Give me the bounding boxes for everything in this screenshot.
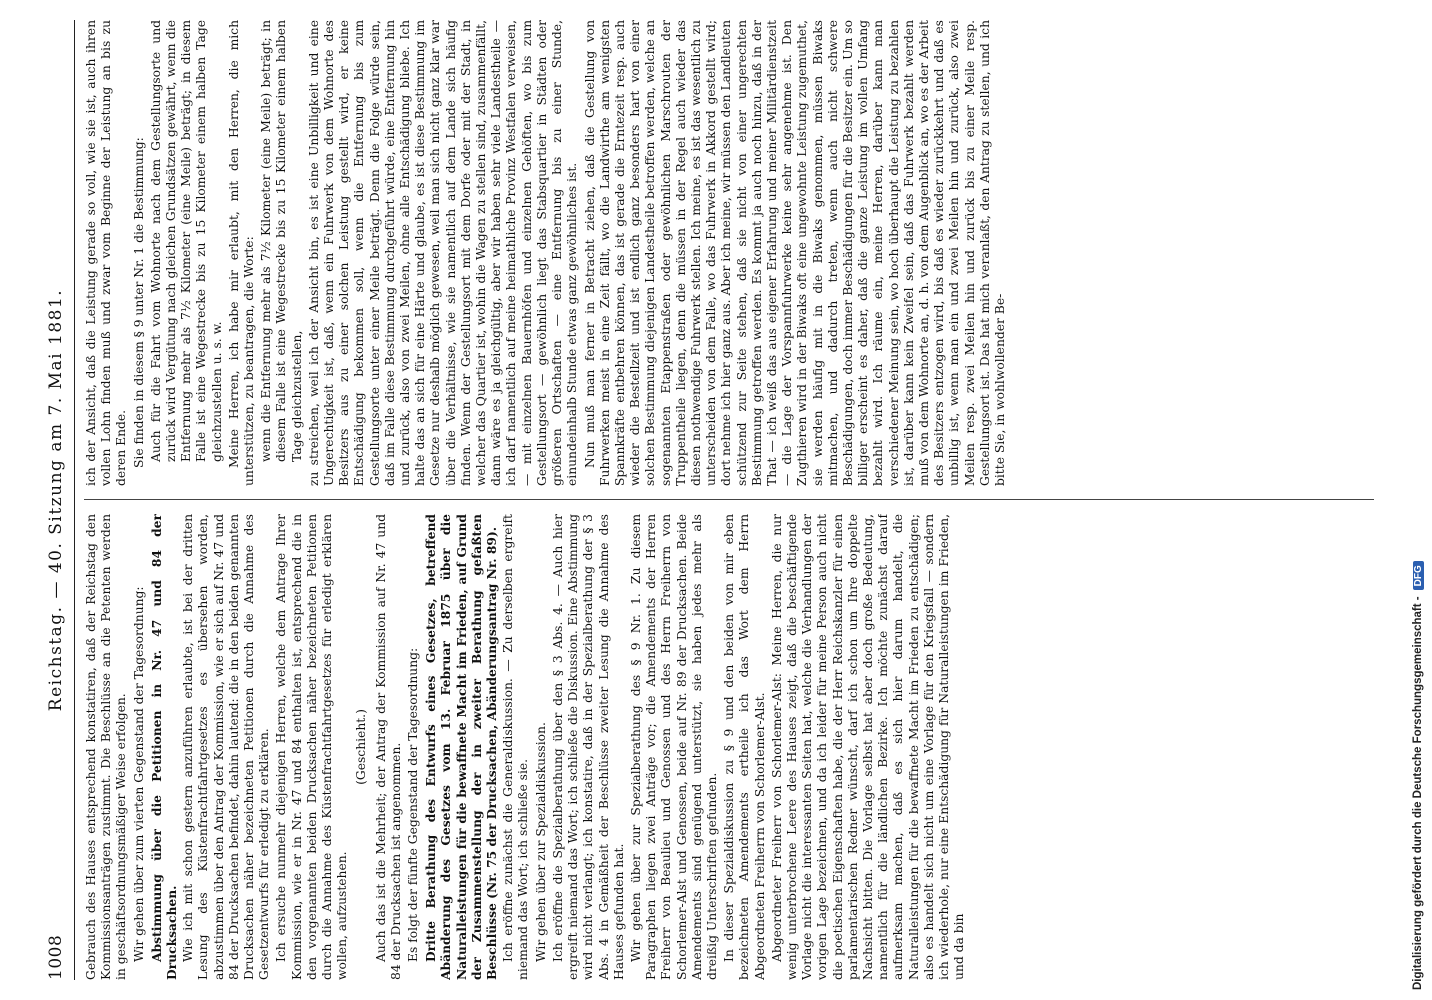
paragraph: Ich eröffne zunächst die Generaldiskussion. — Zu derselben ergreift niemand das Wort; ich schließe sie. [501, 514, 531, 980]
digitization-credit [1408, 0, 1432, 1000]
text-column-left [84, 514, 1374, 980]
paragraph: Wir gehen über zum vierten Gegenstand der Tagesordnung: [131, 586, 146, 962]
paragraph: Dritte Berathung des Entwurfs eines Gesetzes, betreffend Abänderung des Gesetzes vom 13. Februar 1875 über die Naturalleistungen für die bewaffnete Macht im Frieden, auf Grund der Zusammenstellung der in zweiter Berathung gefaßten Beschlüsse (Nr. 75 der Drucksachen, Abänderungsantrag Nr. 89). [423, 514, 500, 980]
paragraph: Meine Herren, ich habe mir erlaubt, mit den Herren, die mich unterstützen, zu beantragen, die Worte: [226, 20, 257, 486]
paragraph: Ich eröffne die Spezialberathung über den § 3 Abs. 4. — Auch hier ergreift niemand das Wort; ich schließe die Diskussion. Eine Abstimmung wird nicht verlangt; ich konstatire, daß in der Spezialberathung der § 3 Abs. 4 in Gemäßheit der Beschlüsse zweiter Lesung die Annahme des Hauses gefunden hat. [550, 514, 626, 980]
paragraph: ich der Ansicht, daß die Leistung gerade so voll, wie sie ist, auch ihren vollen Lohn finden muß und zwar vom Beginne der Leistung an bis zu deren Ende. [84, 20, 129, 486]
column-divider [84, 499, 1374, 500]
credit-text: Digitalisierung gefördert durch die Deutsche Forschungsgemeinschaft - [1412, 596, 1424, 990]
paragraph: (Geschieht.) [354, 709, 369, 785]
page-header [40, 20, 74, 980]
paragraph: Wie ich mit schon gestern anzuführen erlaubte, ist bei der dritten Lesung des Küstenfrachtfahrtgesetzes es übersehen worden, abzustimmen über den Antrag der Kommission, wie er sich auf Nr. 47 und 84 der Drucksachen befindet, dahin lautend: die in den beiden genannten Drucksachen näher bezeichneten Petitionen durch die Annahme des Gesetzentwurfs für erledigt zu erklären. [181, 514, 272, 980]
paragraph: Nun muß man ferner in Betracht ziehen, daß die Gestellung von Fuhrwerken meist in eine Zeit fällt, wo die Landwirthe am wenigsten Spannkräfte entbehren können, das ist gerade die Erntezeit resp. auch wieder die Bestellzeit und ist endlich ganz besonders hart von einer solchen Bestimmung diejenigen Landestheile betroffen werden, welche an sogenannten Etappenstraßen oder gewöhnlichen Marschrouten der Truppentheile liegen, denn die müssen in der Regel auch wieder das diesen nothwendige Fuhrwerk stellen. Ich meine, es ist das wesentlich zu unterscheiden von dem Falle, wo das Fuhrwerk in Akkord gestellt wird; dort nehme ich hier ganz aus. Aber ich meine, wir müssen den Landleuten schützend zur Seite stehen, daß sie nicht von einer ungerechten Bestimmung getroffen werden. Es kommt ja auch noch hinzu, daß in der That — ich weiß das aus eigener Erfahrung und meiner Militärdienstzeit — die Lage der Vorspannfuhrwerke keine sehr angenehme ist. Den Zugthieren wird in der Biwaks oft eine ungewohnte Leistung zugemuthet, sie werden häufig mit in die Biwaks genommen, müssen Biwaks mitmachen, und dadurch treten, wenn auch nicht schwere Beschädigungen, doch immer Beschädigungen für die Besitzer ein. Um so billiger erscheint es daher, daß die ganze Leistung im vollen Umfang bezahlt wird. Ich räume ein, meine Herren, darüber kann man verschiedener Meinung sein, wo hoch überhaupt die Leistung zu bezahlen ist, darüber kann kein Zweifel sein, daß das Fuhrwerk bezahlt werden muß von dem Wohnorte an, d. h. von dem Augenblick an, wo es der Arbeit des Besitzers entzogen wird, bis daß es wieder zurückkehrt und daß es unbillig ist, wenn man ein und zwei Meilen hin und zurück, also zwei Meilen resp. zwei Meilen hin und zurück bis zu einer Meile resp. Gestellungsort ist. Das hat mich veranlaßt, den Antrag zu stellen, und ich bitte Sie, in wohlwollender Be- [582, 20, 1007, 486]
paragraph: Es folgt der fünfte Gegenstand der Tagesordnung: [406, 647, 421, 962]
paragraph: Abgeordneter Freiherr von Schorlemer-Alst: Meine Herren, die nur wenig unterbrochene Leere des Hauses zeigt, daß die beschäftigende Vorlage nicht die interessanten Seiten hat, welche die Verhandlungen der vorigen Lage bezeichnen, und da ich leider für meine Person auch nicht die poetischen Eigenschaften habe, die der Herr Reichskanzler für einen parlamentarischen Redner wünscht, darf ich schon um Ihre doppelte Nachsicht bitten. Die Vorlage selbst hat aber doch große Bedeutung, namentlich für die ländlichen Bezirke. Ich möchte zunächst darauf aufmerksam machen, daß es sich hier darum handelt, die Naturalleistungen für die bewaffnete Macht im Frieden zu entschädigen; also es handelt sich nicht um eine Vorlage für den Kriegsfall — sondern ich wiederhole, nur eine Entschädigung für Naturalleistungen im Frieden, und da bin [769, 514, 967, 980]
text-column-right [84, 20, 1374, 486]
paragraph: In dieser Spezialdiskussion zu § 9 und den beiden von mir eben bezeichneten Amendements ertheile ich das Wort dem Herrn Abgeordneten Freiherrn von Schorlemer-Alst. [722, 514, 767, 980]
paragraph: Gebrauch des Hauses entsprechend konstatiren, daß der Reichstag den Kommissionsanträgen zustimmt. Die Beschlüsse an die Petenten werden in geschäftsordnungsmäßiger Weise erfolgen. [84, 514, 129, 980]
dfg-logo: DFG [1413, 561, 1424, 590]
header-rule [74, 20, 75, 980]
paragraph: Auch das ist die Mehrheit; der Antrag der Kommission auf Nr. 47 und 84 der Drucksachen ist angenommen. [373, 514, 403, 980]
paragraph: Abstimmung über die Petitionen in Nr. 47 und 84 der Drucksachen. [148, 514, 180, 980]
document-page [40, 20, 1380, 980]
paragraph: zu streichen, weil ich der Ansicht bin, es ist eine Unbilligkeit und eine Ungerechtigkeit ist, daß, wenn ein Fuhrwerk von dem Wohnorte des Besitzers aus zu einer solchen Leistung gestellt wird, er keine Entschädigung bekommen soll, wenn die Entfernung bis zum Gestellungsorte unter einer Meile beträgt. Denn die Folge würde sein, daß im Falle diese Bestimmung durchgeführt würde, eine Entfernung hin und zurück, also von zwei Meilen, ohne alle Entschädigung bliebe. Ich halte das an sich für eine Härte und glaube, es ist diese Bestimmung im Gesetze nur deshalb möglich gewesen, weil man sich nicht ganz klar war über die Verhältnisse, wie sie namentlich auf dem Lande sich häufig finden. Wenn der Gestellungsort mit dem Dorfe oder mit der Stadt, in welcher das Quartier ist, wohin die Wagen zu stellen sind, zusammenfällt, dann wäre es ja gleichgültig, aber wir haben sehr viele Landestheile — ich darf namentlich auf meine heimathliche Provinz Westfalen verweisen, — mit einzelnen Bauernhöfen und einzelnen Gehöften, wo bis zum Gestellungsort — gewöhnlich liegt das Stabsquartier in Städten oder größeren Ortschaften — eine Entfernung bis zu einer Stunde, einundeinhalb Stunde etwas ganz gewöhnliches ist. [306, 20, 580, 486]
page-title: Reichstag. — 40. Sitzung am 7. Mai 1881. [46, 288, 66, 712]
paragraph: Auch für die Fahrt vom Wohnorte nach dem Gestellungsorte und zurück wird Vergütung nach gleichen Grundsätzen gewährt, wenn die Entfernung mehr als 7½ Kilometer (eine Meile) beträgt; in diesem Falle ist eine Wegestrecke bis zu 15 Kilometer einem halben Tage gleichzustellen u. s. w. [148, 20, 224, 462]
page-number: 1008 [46, 934, 66, 980]
paragraph: Sie finden in diesem § 9 unter Nr. 1 die Bestimmung: [131, 137, 146, 468]
paragraph: Wir gehen über zur Spezialberathung des § 9 Nr. 1. Zu diesem Paragraphen liegen zwei Anträge vor; die Amendements der Herren Freiherr von Beaulieu und Genossen und des Herrn Freiherrn von Schorlemer-Alst und Genossen, beide auf Nr. 89 der Drucksachen. Beide Amendements sind genügend unterstützt, sie haben jedes mehr als dreißig Unterschriften gefunden. [628, 514, 719, 980]
paragraph: Ich ersuche nunmehr diejenigen Herren, welche dem Antrage Ihrer Kommission, wie er in Nr. 47 und 84 enthalten ist, entsprechend die in den vorgenannten beiden Drucksachen näher bezeichneten Petitionen durch die Annahme des Küstenfrachtfahrtgesetzes für erledigt erklären wollen, aufzustehen. [274, 514, 350, 980]
paragraph: Wir gehen über zur Spezialdiskussion. [533, 722, 548, 962]
paragraph: wenn die Entfernung mehr als 7½ Kilometer (eine Meile) beträgt; in diesem Falle ist eine Wegestrecke bis zu 15 Kilometer einem halben Tage gleichzustellen, [259, 20, 304, 462]
